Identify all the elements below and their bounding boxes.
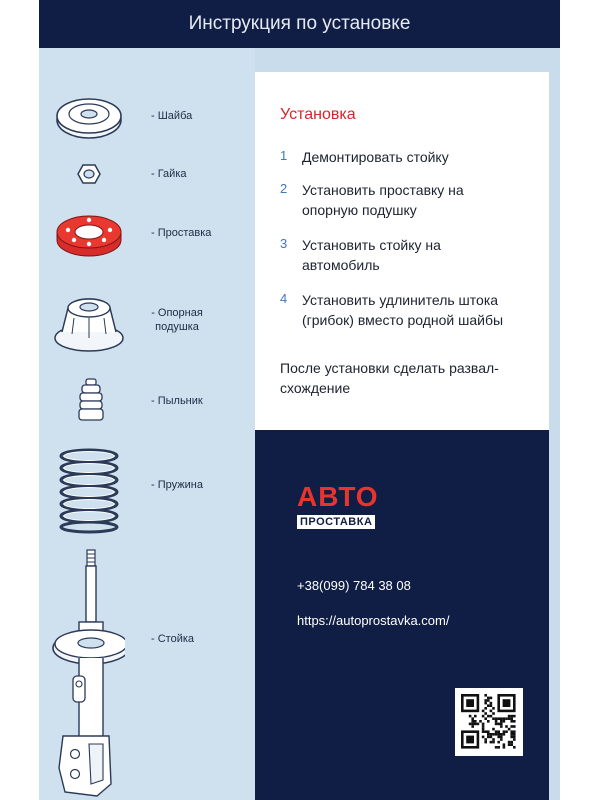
qr-module [513, 733, 516, 736]
qr-module [497, 733, 500, 736]
qr-module [471, 720, 474, 723]
qr-module [490, 710, 493, 713]
part-washer [39, 94, 255, 144]
instruction-card [39, 0, 560, 800]
part-label-strut-mount: - Опорная подушка [151, 307, 203, 333]
qr-module [513, 736, 516, 739]
brand-logo [297, 482, 379, 530]
washer-icon [54, 94, 124, 142]
qr-module [490, 702, 493, 705]
qr-module [495, 717, 498, 720]
qr-module [500, 717, 503, 720]
strut-mount-icon [52, 288, 126, 354]
step-text: Установить удлинитель штока (грибок) вместо родной шайбы [302, 292, 504, 328]
part-spacer [39, 210, 255, 258]
qr-module [484, 699, 487, 702]
step-text: Демонтировать стойку [302, 149, 449, 165]
part-dust-boot [39, 378, 255, 424]
qr-module [500, 736, 503, 739]
phone-number[interactable]: +38(099) 784 38 08 [297, 578, 411, 593]
qr-module [474, 715, 477, 718]
qr-module [487, 697, 490, 700]
qr-module [492, 712, 495, 715]
qr-module [503, 720, 506, 723]
qr-module [482, 710, 485, 713]
qr-module [503, 743, 506, 746]
qr-module [474, 723, 477, 726]
qr-module [508, 743, 511, 746]
qr-module [505, 730, 508, 733]
qr-module [482, 736, 485, 739]
part-label-spring: - Пружина [151, 479, 203, 491]
qr-module [513, 720, 516, 723]
qr-module [484, 730, 487, 733]
qr-module [500, 723, 503, 726]
website-link[interactable]: https://autoprostavka.com/ [297, 613, 450, 628]
step-text: Установить проставку на опорную подушку [302, 182, 464, 218]
step-text: Установить стойку на автомобиль [302, 237, 441, 273]
qr-module [482, 728, 485, 731]
qr-code-icon[interactable] [455, 688, 523, 756]
qr-module [495, 746, 498, 749]
qr-module [482, 723, 485, 726]
qr-module [490, 741, 493, 744]
strut-icon [45, 548, 125, 800]
qr-module [490, 736, 493, 739]
qr-module [497, 736, 500, 739]
qr-module [490, 704, 493, 707]
qr-module [497, 717, 500, 720]
qr-module [492, 717, 495, 720]
qr-module [495, 720, 498, 723]
spacer-icon [54, 210, 124, 258]
part-nut [39, 162, 255, 188]
qr-module [495, 733, 498, 736]
install-panel [255, 72, 549, 430]
qr-module [503, 717, 506, 720]
qr-module [490, 715, 493, 718]
qr-module [513, 715, 516, 718]
qr-module [497, 741, 500, 744]
qr-finder [466, 736, 474, 744]
qr-module [487, 720, 490, 723]
qr-module [505, 717, 508, 720]
qr-module [484, 694, 487, 697]
qr-module [474, 720, 477, 723]
qr-module [513, 738, 516, 741]
qr-module [484, 712, 487, 715]
parts-list [39, 48, 255, 800]
qr-finder [503, 699, 511, 707]
qr-module [510, 715, 513, 718]
qr-module [471, 725, 474, 728]
qr-module [484, 741, 487, 744]
qr-module [497, 730, 500, 733]
qr-module [482, 715, 485, 718]
qr-module [487, 704, 490, 707]
qr-module [510, 736, 513, 739]
dust-boot-icon [76, 378, 106, 422]
qr-module [484, 707, 487, 710]
qr-module [513, 725, 516, 728]
part-label-spacer: - Проставка [151, 227, 212, 239]
qr-module [500, 725, 503, 728]
qr-module [497, 723, 500, 726]
qr-module [469, 715, 472, 718]
contacts-panel [255, 430, 549, 800]
qr-module [510, 725, 513, 728]
qr-module [484, 702, 487, 705]
part-label-nut: - Гайка [151, 168, 187, 180]
qr-module [492, 733, 495, 736]
qr-module [503, 730, 506, 733]
qr-module [500, 738, 503, 741]
qr-module [484, 738, 487, 741]
qr-module [492, 738, 495, 741]
qr-module [500, 733, 503, 736]
qr-module [510, 720, 513, 723]
qr-module [487, 699, 490, 702]
after-install-note: После установки сделать развал-схождение [280, 360, 499, 396]
qr-module [508, 728, 511, 731]
qr-finder [466, 699, 474, 707]
page-title: Инструкция по установке [188, 13, 411, 34]
qr-module [492, 728, 495, 731]
step-number: 2 [280, 181, 288, 196]
qr-module [510, 730, 513, 733]
part-spring [39, 448, 255, 534]
qr-module [510, 743, 513, 746]
qr-module [503, 746, 506, 749]
part-label-strut: - Стойка [151, 633, 195, 645]
qr-module [495, 723, 498, 726]
qr-module [513, 730, 516, 733]
qr-module [487, 733, 490, 736]
qr-module [500, 720, 503, 723]
qr-module [477, 723, 480, 726]
part-label-dust-boot: - Пыльник [151, 395, 203, 407]
logo-main-text: АВТО [297, 481, 379, 512]
qr-module [505, 725, 508, 728]
qr-module [510, 733, 513, 736]
part-label-washer: - Шайба [151, 110, 193, 122]
qr-module [490, 733, 493, 736]
qr-module [503, 733, 506, 736]
qr-module [492, 741, 495, 744]
qr-module [508, 715, 511, 718]
qr-module [497, 746, 500, 749]
step-number: 4 [280, 291, 288, 306]
qr-module [510, 741, 513, 744]
qr-module [484, 717, 487, 720]
qr-module [469, 723, 472, 726]
qr-module [510, 717, 513, 720]
qr-module [487, 715, 490, 718]
qr-module [508, 741, 511, 744]
qr-module [487, 736, 490, 739]
qr-module [482, 725, 485, 728]
qr-module [487, 730, 490, 733]
spring-icon [54, 448, 124, 534]
qr-module [513, 746, 516, 749]
install-title: Установка [280, 106, 356, 123]
logo-sub-text: ПРОСТАВКА [297, 515, 375, 529]
part-strut [39, 548, 255, 800]
qr-module [482, 730, 485, 733]
qr-module [471, 717, 474, 720]
qr-module [508, 717, 511, 720]
nut-icon [77, 162, 101, 186]
part-strut-mount [39, 288, 255, 354]
qr-module [490, 697, 493, 700]
step-number: 1 [280, 148, 288, 163]
qr-module [492, 707, 495, 710]
qr-code-graphic [455, 688, 523, 756]
qr-module [495, 730, 498, 733]
qr-module [471, 723, 474, 726]
page-header [39, 0, 560, 48]
qr-module [479, 720, 482, 723]
step-number: 3 [280, 236, 288, 251]
